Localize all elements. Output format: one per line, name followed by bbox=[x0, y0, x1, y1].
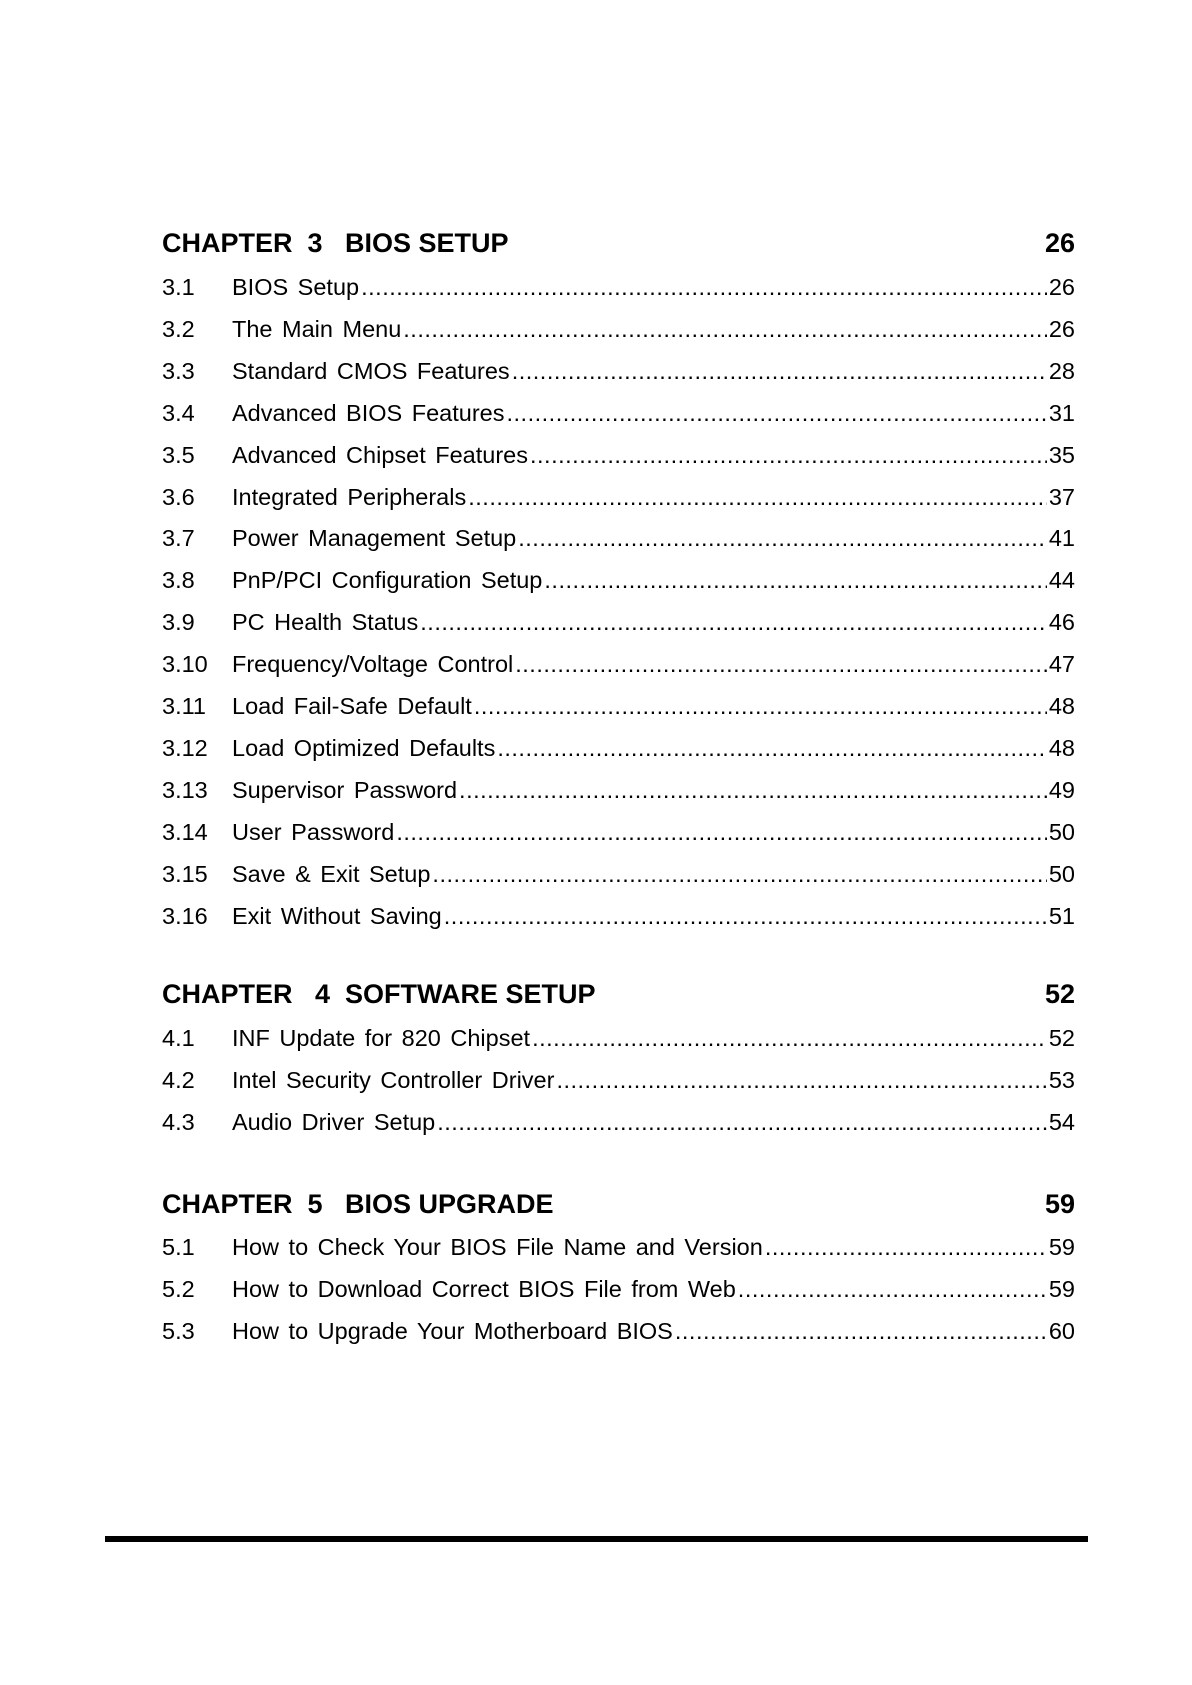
toc-entry[interactable] bbox=[162, 650, 1075, 678]
toc-entry[interactable] bbox=[162, 566, 1075, 594]
entry-title: How to Check Your BIOS File Name and Version bbox=[232, 1234, 763, 1260]
toc-entry[interactable] bbox=[162, 608, 1075, 636]
entry-page: 47 bbox=[1048, 651, 1075, 678]
entry-number: 3.3 bbox=[162, 357, 195, 384]
toc-entry[interactable] bbox=[162, 357, 1075, 385]
footer-rule bbox=[105, 1536, 1088, 1542]
entry-number: 3.8 bbox=[162, 567, 195, 594]
entry-page: 44 bbox=[1048, 567, 1075, 594]
entry-page: 54 bbox=[1048, 1108, 1075, 1135]
entry-number: 4.1 bbox=[162, 1025, 195, 1051]
toc-entry[interactable] bbox=[162, 524, 1075, 552]
entry-number: 3.13 bbox=[162, 776, 208, 803]
entry-page: 46 bbox=[1048, 609, 1075, 636]
chapter-heading[interactable] bbox=[162, 979, 1075, 1009]
entry-page: 37 bbox=[1048, 483, 1075, 510]
entry-page: 60 bbox=[1048, 1317, 1075, 1344]
entry-title: Frequency/Voltage Control bbox=[232, 651, 514, 678]
dot-leader bbox=[765, 1233, 1047, 1261]
entry-page: 41 bbox=[1048, 525, 1075, 552]
dot-leader bbox=[532, 1024, 1047, 1052]
entry-number: 3.12 bbox=[162, 734, 208, 761]
dot-leader bbox=[738, 1275, 1047, 1303]
toc-entry[interactable] bbox=[162, 818, 1075, 846]
chapter-title: CHAPTER 3 BIOS SETUP bbox=[162, 228, 509, 258]
entry-number: 3.6 bbox=[162, 483, 195, 510]
dot-leader bbox=[675, 1317, 1047, 1345]
dot-leader bbox=[515, 650, 1047, 678]
entry-number: 3.1 bbox=[162, 274, 195, 300]
entry-number: 4.3 bbox=[162, 1108, 195, 1135]
toc-entry[interactable] bbox=[162, 902, 1075, 930]
chapter-heading[interactable] bbox=[162, 228, 1075, 258]
dot-leader bbox=[512, 357, 1047, 385]
dot-leader bbox=[396, 818, 1047, 846]
dot-leader bbox=[518, 524, 1047, 552]
toc-entry[interactable] bbox=[162, 1024, 1075, 1052]
chapter-title: CHAPTER 5 BIOS UPGRADE bbox=[162, 1189, 554, 1219]
entry-title: Audio Driver Setup bbox=[232, 1108, 436, 1135]
dot-leader bbox=[432, 860, 1046, 888]
entry-number: 5.2 bbox=[162, 1275, 195, 1302]
dot-leader bbox=[361, 273, 1047, 301]
entry-number: 3.14 bbox=[162, 818, 208, 845]
entry-page: 26 bbox=[1048, 274, 1075, 300]
entry-title: Power Management Setup bbox=[232, 525, 517, 552]
dot-leader bbox=[444, 902, 1047, 930]
toc-entry[interactable] bbox=[162, 1066, 1075, 1094]
entry-title: Supervisor Password bbox=[232, 776, 458, 803]
toc-entry[interactable] bbox=[162, 692, 1075, 720]
entry-number: 3.7 bbox=[162, 525, 195, 552]
entry-number: 3.9 bbox=[162, 609, 195, 636]
toc-entry[interactable] bbox=[162, 776, 1075, 804]
entry-title: BIOS Setup bbox=[232, 274, 360, 300]
entry-page: 48 bbox=[1048, 693, 1075, 719]
entry-title: Integrated Peripherals bbox=[232, 483, 467, 510]
entry-page: 53 bbox=[1048, 1066, 1075, 1093]
toc-entry[interactable] bbox=[162, 483, 1075, 511]
dot-leader bbox=[420, 608, 1047, 636]
entry-number: 3.5 bbox=[162, 441, 195, 468]
chapter-heading[interactable] bbox=[162, 1189, 1075, 1219]
dot-leader bbox=[506, 399, 1046, 427]
entry-page: 59 bbox=[1048, 1275, 1075, 1302]
entry-title: Load Optimized Defaults bbox=[232, 734, 496, 761]
toc-entry[interactable] bbox=[162, 315, 1075, 343]
entry-page: 48 bbox=[1048, 734, 1075, 761]
entry-page: 26 bbox=[1048, 315, 1075, 342]
entry-title: PnP/PCI Configuration Setup bbox=[232, 567, 543, 594]
entry-number: 3.10 bbox=[162, 651, 208, 678]
dot-leader bbox=[459, 776, 1047, 804]
entry-page: 35 bbox=[1048, 441, 1075, 468]
toc-entry[interactable] bbox=[162, 734, 1075, 762]
toc-entry[interactable] bbox=[162, 273, 1075, 301]
entry-title: Advanced Chipset Features bbox=[232, 441, 528, 468]
toc-entry[interactable] bbox=[162, 1233, 1075, 1261]
dot-leader bbox=[468, 483, 1047, 511]
dot-leader bbox=[474, 692, 1047, 720]
entry-title: Standard CMOS Features bbox=[232, 357, 510, 384]
entry-title: PC Health Status bbox=[232, 609, 419, 636]
toc-entry[interactable] bbox=[162, 1108, 1075, 1136]
toc-entry[interactable] bbox=[162, 441, 1075, 469]
entry-title: How to Upgrade Your Motherboard BIOS bbox=[232, 1317, 673, 1344]
chapter-title: CHAPTER 4 SOFTWARE SETUP bbox=[162, 979, 596, 1009]
entry-title: User Password bbox=[232, 818, 395, 845]
entry-title: Advanced BIOS Features bbox=[232, 399, 505, 426]
entry-number: 3.2 bbox=[162, 315, 195, 342]
entry-number: 5.3 bbox=[162, 1317, 195, 1344]
entry-page: 31 bbox=[1048, 399, 1075, 426]
toc-entry[interactable] bbox=[162, 399, 1075, 427]
entry-page: 59 bbox=[1048, 1234, 1075, 1260]
entry-page: 52 bbox=[1048, 1025, 1075, 1051]
entry-title: Exit Without Saving bbox=[232, 902, 442, 929]
dot-leader bbox=[403, 315, 1047, 343]
entry-number: 3.16 bbox=[162, 902, 208, 929]
entry-number: 3.15 bbox=[162, 860, 208, 887]
entry-number: 3.11 bbox=[162, 693, 206, 719]
toc-entry[interactable] bbox=[162, 860, 1075, 888]
toc-entry[interactable] bbox=[162, 1317, 1075, 1345]
entry-number: 5.1 bbox=[162, 1234, 195, 1260]
dot-leader bbox=[437, 1108, 1047, 1136]
dot-leader bbox=[530, 441, 1047, 469]
chapter-page: 26 bbox=[1044, 228, 1075, 258]
entry-page: 50 bbox=[1048, 860, 1075, 887]
entry-title: How to Download Correct BIOS File from Web bbox=[232, 1275, 736, 1302]
chapter-page: 59 bbox=[1044, 1189, 1075, 1219]
entry-title: Load Fail-Safe Default bbox=[232, 693, 472, 719]
entry-page: 50 bbox=[1048, 818, 1075, 845]
dot-leader bbox=[497, 734, 1047, 762]
chapter-page: 52 bbox=[1044, 979, 1075, 1009]
dot-leader bbox=[544, 566, 1046, 594]
entry-title: Save & Exit Setup bbox=[232, 860, 431, 887]
entry-page: 51 bbox=[1048, 902, 1075, 929]
toc-entry[interactable] bbox=[162, 1275, 1075, 1303]
dot-leader bbox=[556, 1066, 1046, 1094]
entry-title: INF Update for 820 Chipset bbox=[232, 1025, 531, 1051]
entry-number: 3.4 bbox=[162, 399, 195, 426]
entry-page: 49 bbox=[1048, 776, 1075, 803]
entry-title: Intel Security Controller Driver bbox=[232, 1066, 555, 1093]
entry-page: 28 bbox=[1048, 357, 1075, 384]
entry-title: The Main Menu bbox=[232, 315, 402, 342]
entry-number: 4.2 bbox=[162, 1066, 195, 1093]
